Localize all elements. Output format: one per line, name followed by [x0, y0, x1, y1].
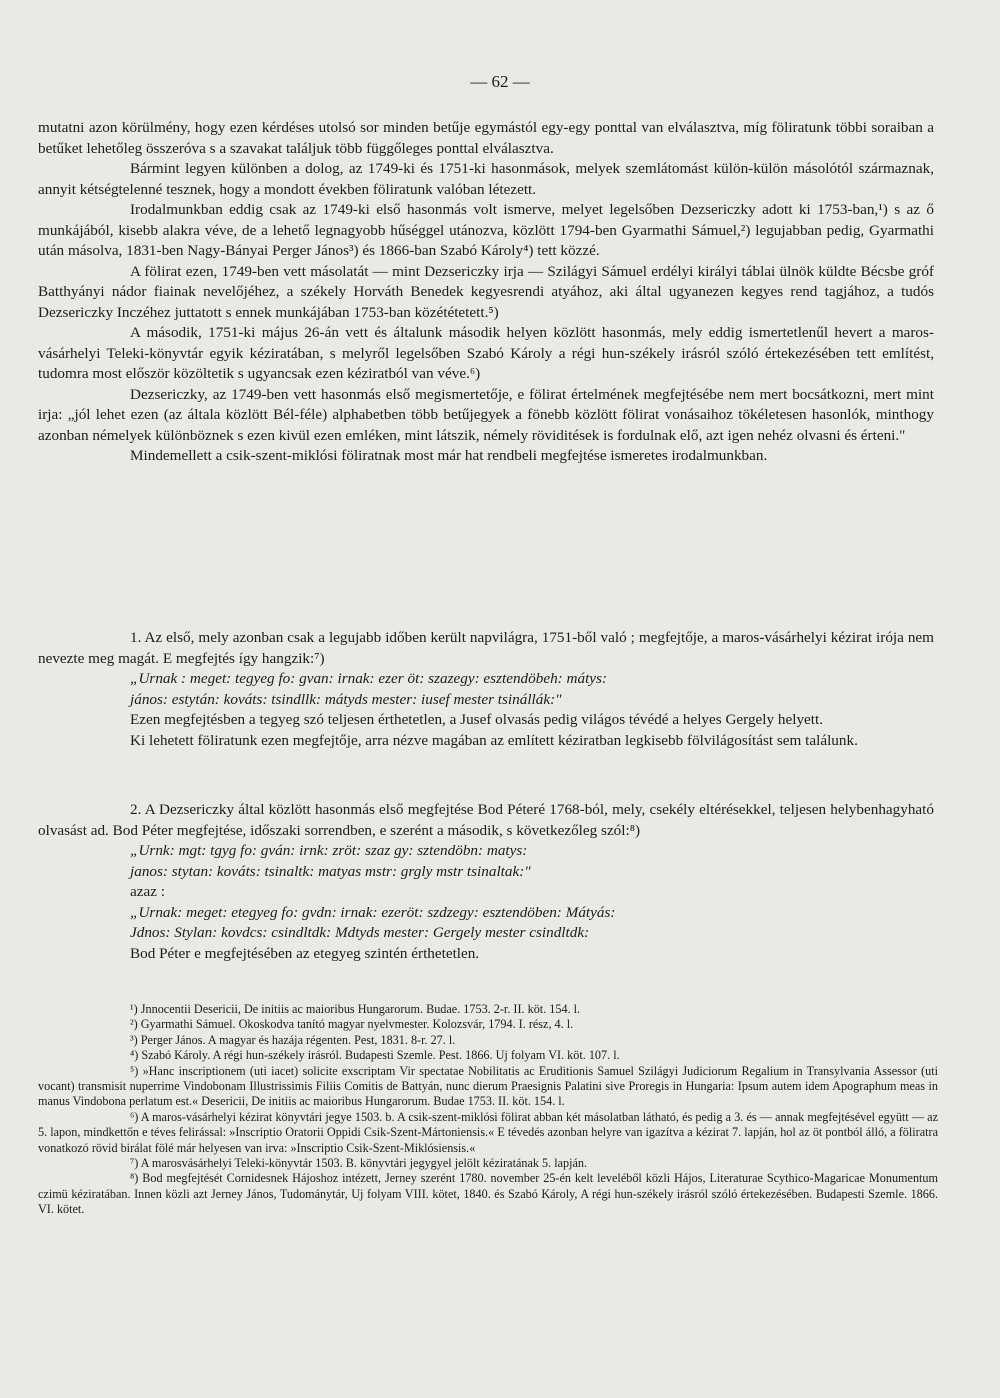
footnote-8: ⁸) Bod megfejtését Cornidesnek Hájoshoz intézett, Jerney szerént 1780. november 25-én kelt leveléből közli Hájos, Literaturae Scythico-Magaricae Monumentum czimü kéziratában. Innen közli azt Jerney János, Tudománytár, Uj folyam VIII. kötet, 1840. és Szabó Károly, A régi hun-székely irásról szóló értekezésében. Budapesti Szemle. 1866. VI. kötet.: [38, 1171, 938, 1217]
footnote-6: ⁶) A maros-vásárhelyi kézirat könyvtári jegye 1503. b. A csik-szent-miklósi fölirat abban két másolatban látható, és pedig a 3. és — annak megfejtésével együtt — az 5. lapon, mindkettőn e téves felirással: »Inscriptio Oratorii Oppidi Csik-Szent-Mártoniensis.« E tévedés azonban helyre van igazítva a kézirat 7. lapján, hol az öt pontból álló, a föliratra vonatkozó rövid birálat fölé már helyesen van irva: »Inscriptio Csik-Szent-Miklósiensis.«: [38, 1109, 938, 1155]
section-2: [38, 800, 934, 964]
reading-1-line-2: jános: estytán: kováts: tsindllk: mátyds mester: iusef mester tsinállák:": [130, 690, 562, 708]
reading-2-line-2: janos: stytan: kováts: tsinaltk: matyas mstr: grgly mstr tsinaltak:": [130, 862, 531, 880]
footnote-7: ⁷) A marosvásárhelyi Teleki-könyvtár 1503. B. könyvtári jegygyel jelölt kéziratának 5. lapján.: [130, 1156, 588, 1171]
paragraph-6: Dezsericzky, az 1749-ben vett hasonmás első megismertetője, e fölirat értelmének megfejtésébe nem mert bocsátkozni, mert mint irja: „jól lehet ezen (az általa közlött Bél-féle) alphabetben több betűjegyek a fönebb közlött fölirat vonásaihoz tökéletesen hasonlók, minthogy azonban némelyek különböznek s ezen kivül ezen emléken, mint látszik, némely röviditések is fordulnak elő, azt igen nehéz olvasni és érteni.": [38, 385, 934, 444]
paragraph-3: Irodalmunkban eddig csak az 1749-ki első hasonmás volt ismerve, melyet legelsőben Dezsericzky adott ki 1753-ban,¹) s az ő munkájából, kisebb alakra véve, de a lehető legnagyobb hűséggel utánozva, közlött 1794-ben Gyarmathi Sámuel,²) legujabban pedig, Gyarmathi után másolva, 1831-ben Nagy-Bányai Perger János³) és 1866-ban Szabó Károly⁴) tett közzé.: [38, 201, 934, 259]
reading-2-line-4: Jdnos: Stylan: kovdcs: csindltdk: Mdtyds mester: Gergely mester csindltdk:: [130, 924, 590, 941]
paragraph-1: mutatni azon körülmény, hogy ezen kérdéses utolsó sor minden betűje egymástól egy-egy ponttal van elválasztva, míg föliratunk többi soraiban a betűket lehetőleg összeróva s a szavakat találjuk több függőleges ponttal elválasztva.: [38, 119, 934, 157]
page-number: — 62 —: [470, 72, 530, 91]
paragraph-section-1-comment: Ezen megfejtésben a tegyeg szó teljesen érthetetlen, a Jusef olvasás pedig világos tévédé a helyes Gergely helyett.: [130, 711, 824, 728]
azaz-label: azaz :: [130, 883, 165, 900]
section-1: [38, 628, 934, 751]
footnote-1: ¹) Jnnocentii Desericii, De initiis ac maioribus Hungarorum. Budae. 1753. 2-r. II. köt. 154. l.: [130, 1002, 581, 1016]
paragraph-section-2-comment: Bod Péter e megfejtésében az etegyeg szintén érthetetlen.: [130, 944, 480, 962]
footnotes: [38, 1002, 938, 1218]
footnote-5: ⁵) »Hanc inscriptionem (uti iacet) solicite exscriptam Vir spectatae Nobilitatis ac Eruditionis Samuel Szilágyi Judiciorum Regalium in Transylvania Assessor (uti vocant) transmisit nuperrime Vindobonam Illustrissimis Filiis Comitis de Battyán, nunc dierum Praesignis Palatini sive Proregis in Hungaria: Ipsum autem idem Apographum meas in manus Vindobona perlatum est.« Desericii, De initiis ac maioribus Hungarorum. Budae 1753. II. köt. 154. l.: [38, 1063, 938, 1109]
footnote-4: ⁴) Szabó Károly. A régi hun-székely irásról. Budapesti Szemle. Pest. 1866. Uj folyam VI. köt. 107. l.: [130, 1048, 620, 1063]
main-text: [38, 118, 934, 467]
reading-2-line-3: „Urnak: meget: etegyeg fo: gvdn: irnak: ezeröt: szdzegy: esztendöben: Mátyás:: [130, 903, 616, 921]
footnote-2: ²) Gyarmathi Sámuel. Okoskodva tanító magyar nyelvmester. Kolozsvár, 1794. I. rész, 4. l.: [130, 1017, 574, 1032]
section-2-intro: 2. A Dezsericzky által közlött hasonmás első megfejtése Bod Péteré 1768-ból, mely, csekély eltérésekkel, teljesen helybenhagyható olvasást ad. Bod Péter megfejtése, időszaki sorrendben, e szerént a második, s következőleg szól:⁸): [38, 801, 934, 839]
section-1-intro: 1. Az első, mely azonban csak a legujabb időben került napvilágra, 1751-ből való ; megfejtője, a maros-vásárhelyi kézirat irója nem nevezte meg magát. E megfejtés így hangzik:⁷): [38, 629, 934, 667]
reading-1-line-1: „Urnak : meget: tegyeg fo: gvan: irnak: ezer öt: szazegy: esztendöbeh: mátys:: [130, 670, 608, 687]
paragraph-section-1-note: Ki lehetett föliratunk ezen megfejtője, arra nézve magában az említett kéziratban legkisebb fölvilágosítást sem találunk.: [130, 731, 858, 749]
paragraph-4: A fölirat ezen, 1749-ben vett másolatát — mint Dezsericzky irja — Szilágyi Sámuel erdélyi királyi táblai ülnök küldte Bécsbe gróf Batthyányi nádor fiainak nevelőjéhez, a székely Horváth Benedek kegyesrendi atyához, aki által ugyanezen kegyes rend tagjához, a tudós Dezsericzky Inczéhez juttatott s ennek munkájában 1753-ban közététetett.⁵): [38, 262, 934, 321]
paragraph-2: Bármint legyen különben a dolog, az 1749-ki és 1751-ki hasonmások, melyek szemlátomást külön-külön másolótól származnak, annyit kétségtelenné tesznek, hogy a mondott években föliratunk valóban létezett.: [38, 160, 934, 198]
paragraph-5: A második, 1751-ki május 26-án vett és általunk második helyen közlött hasonmás, mely eddig ismertetlenűl hevert a maros-vásárhelyi Teleki-könyvtár egyik kéziratában, s melyről legelsőben Szabó Károly a régi hun-székely irásról szóló értekezésében tett említést, tudomra most először közöltetik s ugyancsak ezen kéziratból van véve.⁶): [38, 324, 934, 382]
reading-2-line-1: „Urnk: mgt: tgyg fo: gván: irnk: zröt: szaz gy: sztendöbn: matys:: [130, 842, 528, 859]
paragraph-7: Mindemellett a csik-szent-miklósi föliratnak most már hat rendbeli megfejtése ismeretes irodalmunkban.: [130, 447, 768, 464]
footnote-3: ³) Perger János. A magyar és hazája régenten. Pest, 1831. 8-r. 27. l.: [130, 1032, 456, 1047]
